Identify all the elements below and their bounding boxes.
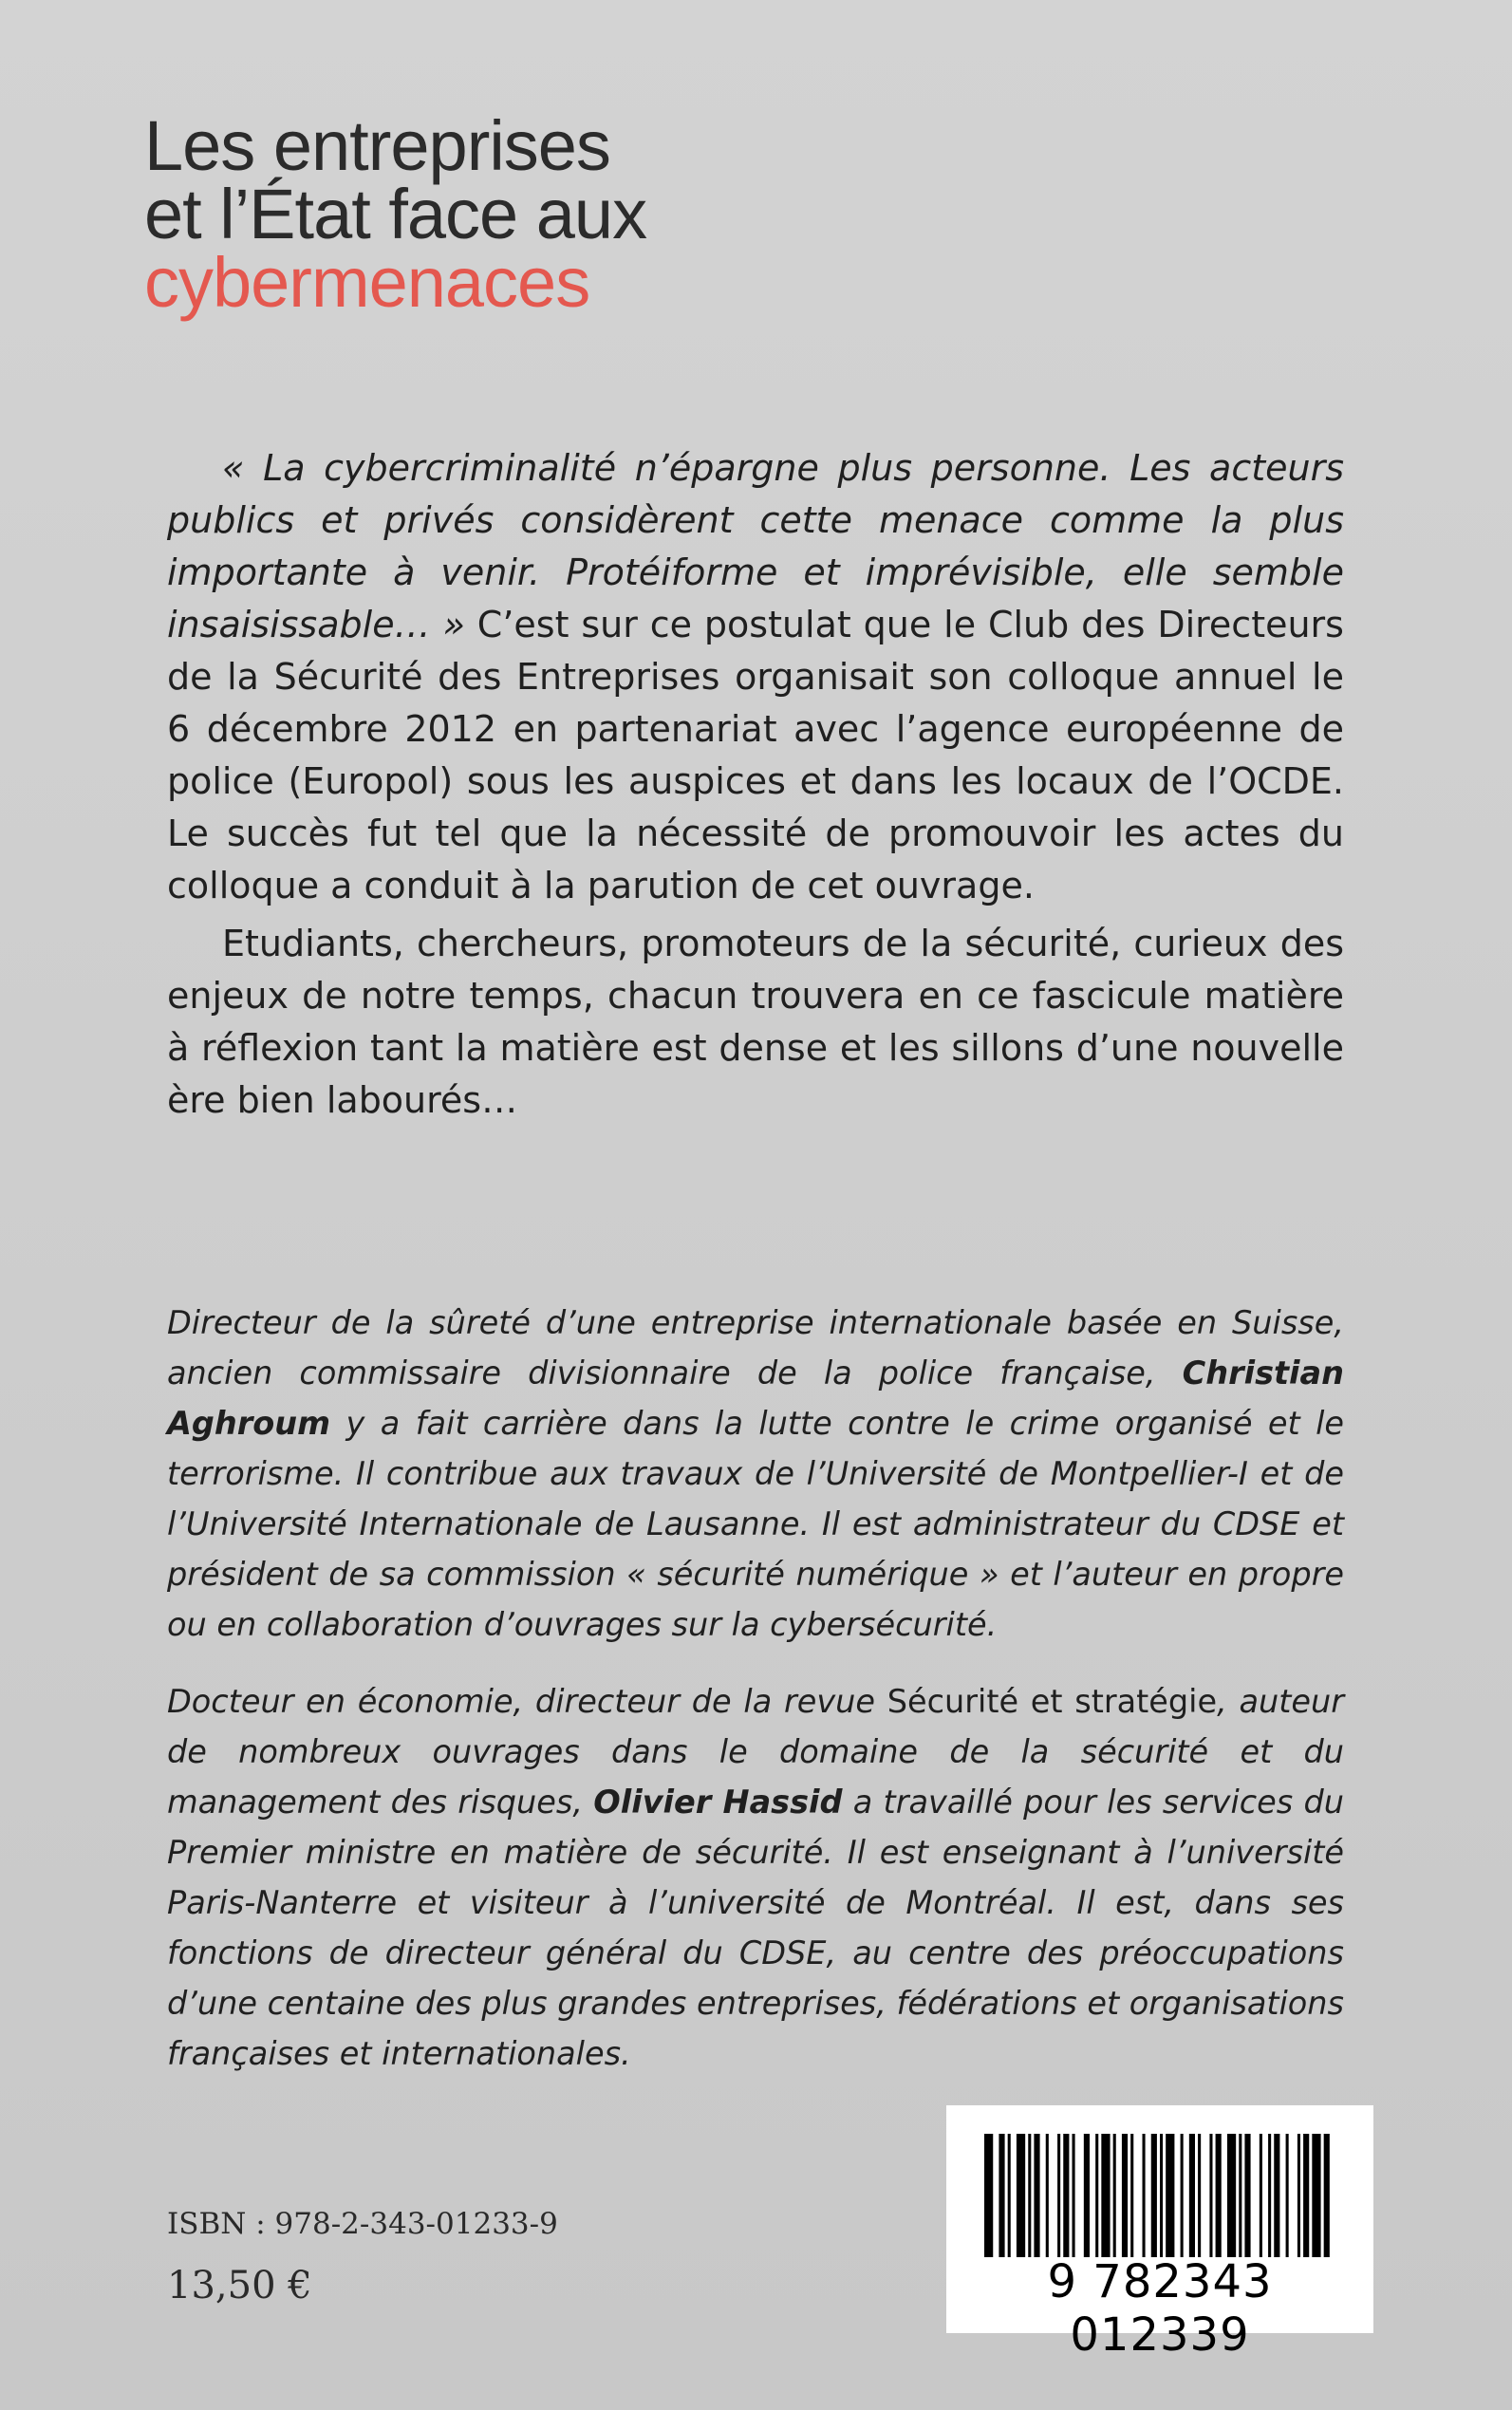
barcode-bar (1101, 2134, 1110, 2257)
barcode-bar (1113, 2134, 1116, 2257)
barcode-bar (1324, 2134, 1330, 2257)
journal-title: Sécurité et stratégie (887, 1683, 1218, 1720)
title-line-1: Les entreprises (144, 106, 610, 185)
barcode-bar (1312, 2134, 1320, 2257)
bio-text-after-name: a travaillé pour les services du Premier ministre en matière de sécurité. Il est enseignant à l’université Paris-Nanterre et visiteur à l’université de Montréal. Il est, dans ses fonctions de directeur général du CDSE, au centre des préoccupations d’une centaine des plus grandes entreprises, fédérations et organisations françaises et internationales. (167, 1784, 1344, 2072)
barcode-bar (1244, 2134, 1250, 2257)
barcode-bar (1046, 2134, 1049, 2257)
bio-text-before-title: Docteur en économie, directeur de la revue (167, 1683, 887, 1720)
barcode-bar (1303, 2134, 1309, 2257)
author-bio-hassid (167, 1676, 1344, 2079)
barcode-bar (1095, 2134, 1098, 2257)
barcode-bar (1274, 2134, 1279, 2257)
author-name: Olivier Hassid (593, 1784, 843, 1821)
summary-paragraph-1 (167, 442, 1344, 912)
barcode-panel (946, 2105, 1373, 2362)
barcode-bar (1209, 2134, 1212, 2257)
barcode-bar (1239, 2134, 1241, 2257)
book-summary (167, 442, 1344, 1127)
bio-paragraph (167, 1298, 1344, 1650)
title-line-3: cybermenaces (144, 243, 590, 322)
barcode-bar (1057, 2134, 1060, 2257)
barcode-bar (1166, 2134, 1174, 2257)
barcode-bar (1181, 2134, 1184, 2257)
barcode-bar (1151, 2134, 1157, 2257)
barcode-bar (1260, 2134, 1262, 2257)
barcode-bar (1122, 2134, 1128, 2257)
barcode-bar (999, 2134, 1004, 2257)
barcode-bar (1227, 2134, 1236, 2257)
barcode-bar (1073, 2134, 1075, 2257)
barcode-bar (1268, 2134, 1271, 2257)
barcode-icon (984, 2134, 1335, 2257)
barcode-bar (1008, 2134, 1011, 2257)
bio-text-before-name: , auteur de nombreux ouvrages dans le domaine de la sécurité et du management des risques, (167, 1683, 1344, 1821)
barcode-bar (1189, 2134, 1195, 2257)
price-label: 13,50 € (167, 2264, 312, 2307)
barcode-bar (1084, 2134, 1090, 2257)
book-title (144, 106, 866, 322)
author-name: Christian Aghroum (167, 1354, 1344, 1442)
barcode-bar (1160, 2134, 1163, 2257)
barcode-bar (1143, 2134, 1146, 2257)
barcode-bar (984, 2134, 993, 2257)
barcode-bar (1216, 2134, 1222, 2257)
bio-paragraph (167, 1676, 1344, 2079)
summary-quote: « La cybercriminalité n’épargne plus personne. Les acteurs publics et privés considèrent cette menace comme la plus importante à venir. Protéiforme et imprévisible, elle semble insaisissable… » (167, 447, 1344, 645)
author-bio-aghroum (167, 1298, 1344, 1650)
barcode-bar (1028, 2134, 1031, 2257)
barcode-bar (1063, 2134, 1069, 2257)
isbn-label: ISBN : 978-2-343-01233-9 (167, 2207, 558, 2241)
bio-text-after-name: y a fait carrière dans la lutte contre le crime organisé et le terrorisme. Il contribue aux travaux de l’Université de Montpellier-I et de l’Université Internationale de Lausanne. Il est administrateur du CDSE et président de sa commission « sécurité numérique » et l’auteur en propre ou en collaboration d’ouvrages sur la cybersécurité. (167, 1405, 1344, 1643)
summary-paragraph-1-rest: C’est sur ce postulat que le Club des Directeurs de la Sécurité des Entreprises organisait son colloque annuel le 6 décembre 2012 en partenariat avec l’agence européenne de police (Europol) sous les auspices et dans les locaux de l’OCDE. Le succès fut tel que la nécessité de promouvoir les actes du colloque a conduit à la parution de cet ouvrage. (167, 604, 1344, 906)
barcode-bar (1286, 2134, 1289, 2257)
barcode-number: 9 782343 012339 (1047, 2255, 1273, 2362)
barcode-bar (1017, 2134, 1025, 2257)
barcode-bar (1034, 2134, 1039, 2257)
barcode-bar (1198, 2134, 1201, 2257)
title-line-2: et l’État face aux (144, 175, 647, 253)
barcode-bar (1297, 2134, 1300, 2257)
barcode-bar (1130, 2134, 1133, 2257)
bio-text-before-name: Directeur de la sûreté d’une entreprise internationale basée en Suisse, ancien commissaire divisionnaire de la police française, (167, 1304, 1344, 1392)
summary-paragraph-2: Etudiants, chercheurs, promoteurs de la sécurité, curieux des enjeux de notre temps, chacun trouvera en ce fascicule matière à réflexion tant la matière est dense et les sillons d’une nouvelle ère bien labourés… (167, 923, 1344, 1121)
